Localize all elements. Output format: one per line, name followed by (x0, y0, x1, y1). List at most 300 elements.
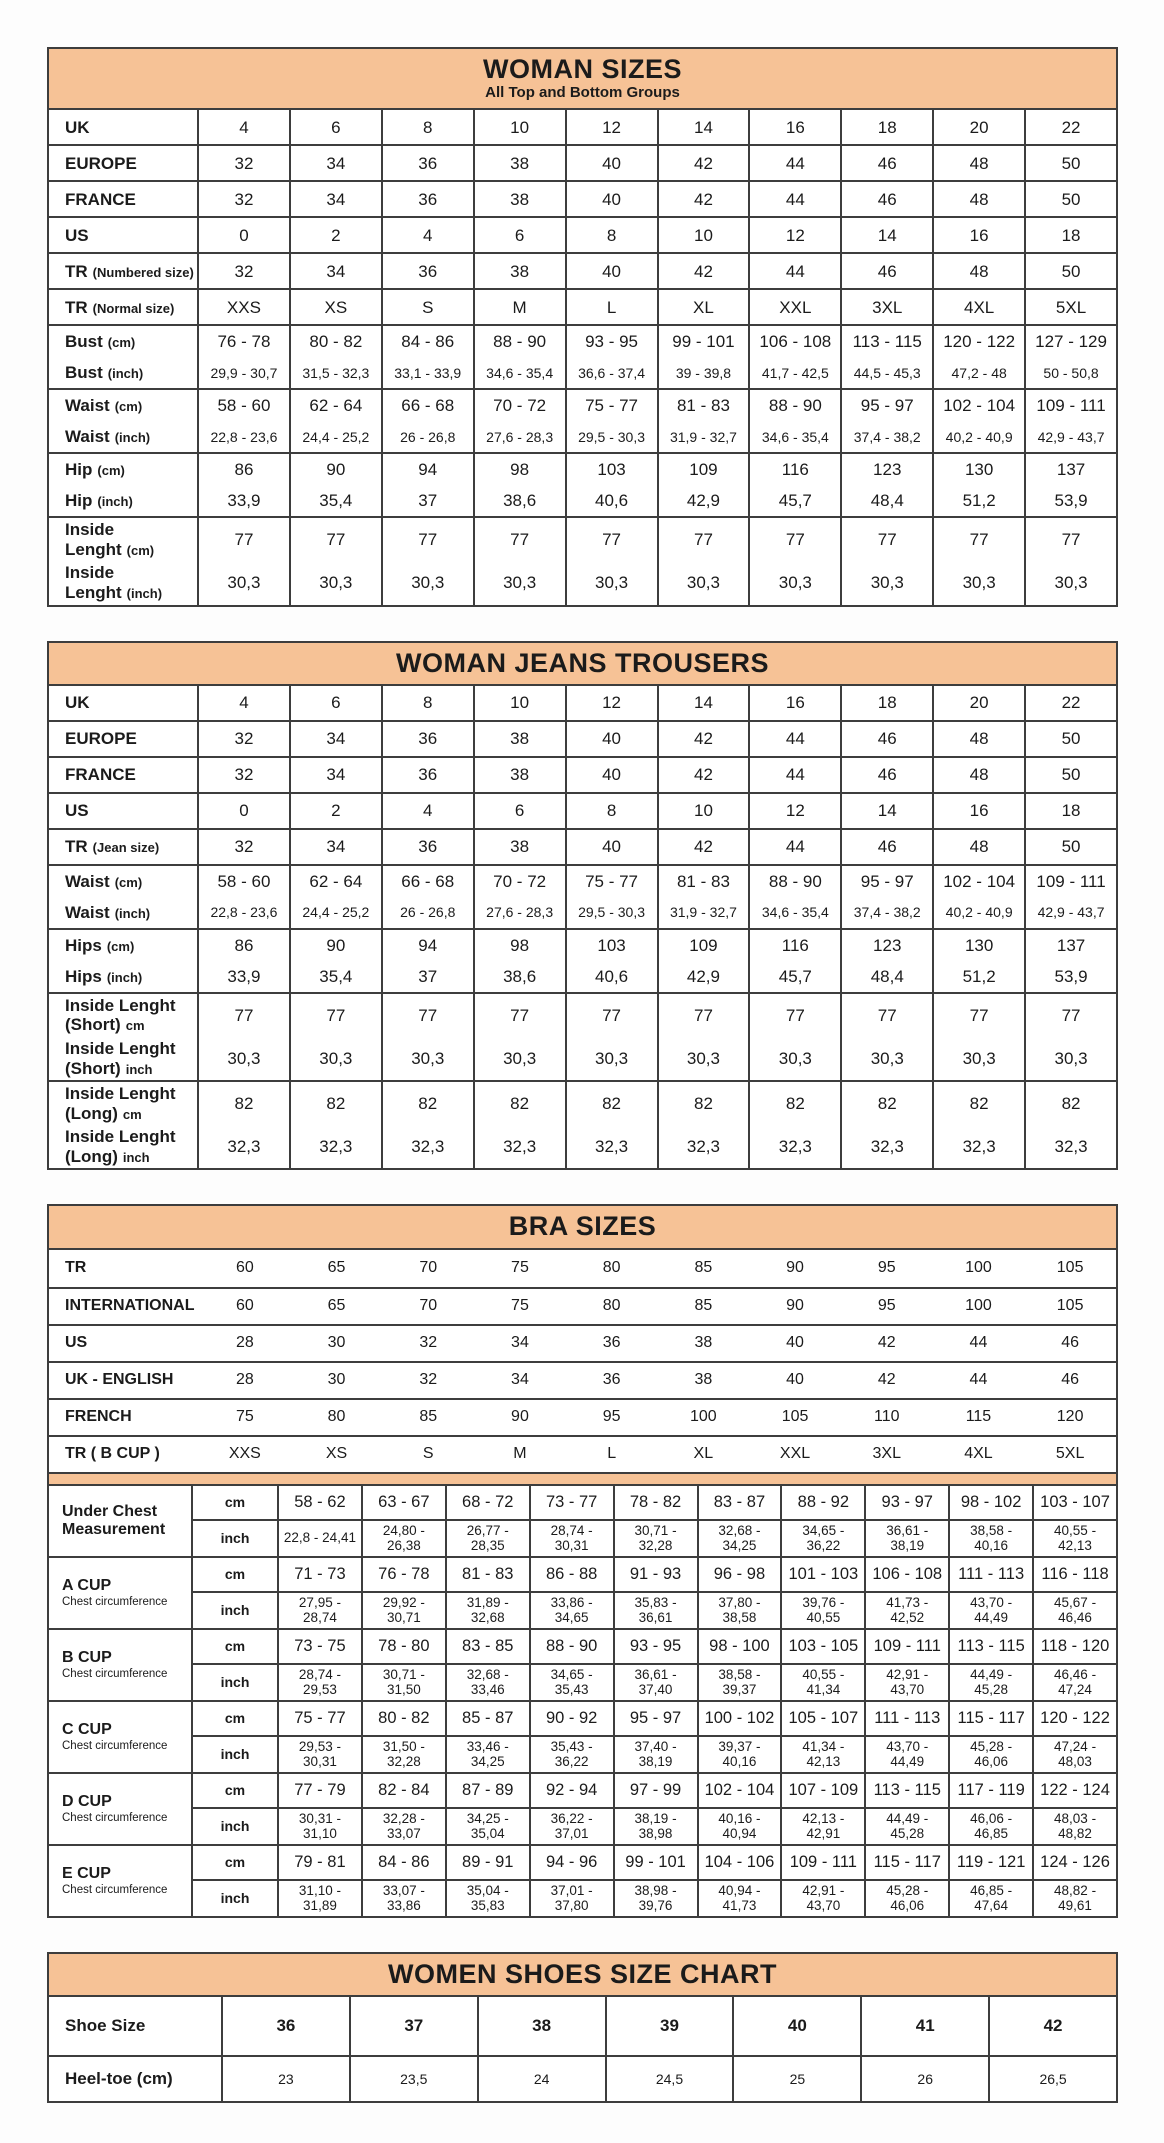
size-value: 90 (786, 1296, 804, 1314)
size-value: 22 (1024, 686, 1116, 720)
size-value: 26 - 26,8 (381, 897, 473, 928)
size-value: 107 - 109 (780, 1774, 864, 1807)
size-value: 32 (197, 146, 289, 180)
size-value: 30,3 (840, 561, 932, 604)
size-value: 41,73 - 42,52 (864, 1593, 948, 1628)
size-value: 22,8 - 23,6 (197, 421, 289, 452)
size-value: S (381, 290, 473, 324)
size-value: 77 (289, 994, 381, 1037)
size-value: 30,3 (932, 1037, 1024, 1080)
size-value: 123 (840, 930, 932, 961)
size-value: 5XL (1055, 1444, 1085, 1462)
size-value: 77 (1024, 518, 1116, 561)
woman-sizes-table (47, 47, 1118, 607)
cup-label (49, 1702, 191, 1772)
size-value: 33,1 - 33,9 (381, 357, 473, 388)
row-group (49, 792, 1116, 828)
unit-label: inch (191, 1737, 277, 1772)
size-value: 38 (473, 830, 565, 864)
size-value: 77 (657, 518, 749, 561)
size-value: 39,37 - 40,16 (697, 1737, 781, 1772)
size-value: 42 (877, 1333, 896, 1351)
size-value: 40,2 - 40,9 (932, 421, 1024, 452)
size-value: 77 (197, 994, 289, 1037)
size-value: 32,3 (565, 1125, 657, 1168)
size-value: 32,3 (473, 1125, 565, 1168)
size-value: 40,6 (565, 961, 657, 992)
size-value: 8 (381, 110, 473, 144)
row-label (49, 835, 197, 859)
size-value: 102 - 104 (932, 866, 1024, 897)
size-value: 77 (381, 994, 473, 1037)
size-value: 30,3 (197, 1037, 289, 1080)
size-value: 47,24 - 48,03 (1032, 1737, 1116, 1772)
table-row (191, 1846, 1116, 1879)
size-value: 82 (197, 1082, 289, 1125)
size-value: 30,3 (1024, 561, 1116, 604)
size-value: 32,68 - 33,46 (445, 1665, 529, 1700)
cup-rows (191, 1486, 1116, 1556)
table-row (191, 1591, 1116, 1628)
size-value: 40 (786, 1333, 804, 1351)
size-value: 27,6 - 28,3 (473, 421, 565, 452)
size-value: 36 (381, 722, 473, 756)
size-value: 95 (877, 1258, 896, 1276)
size-value: 6 (289, 110, 381, 144)
size-value: 42,9 - 43,7 (1024, 421, 1116, 452)
size-value: 50 (1024, 146, 1116, 180)
size-value: 79 - 81 (277, 1846, 361, 1879)
size-value: 40 (786, 1370, 804, 1388)
row-label-text: Hip (65, 491, 93, 511)
size-value: 90 (511, 1407, 529, 1425)
size-value: 95 (877, 1296, 896, 1314)
size-value: 99 - 101 (613, 1846, 697, 1879)
size-value: 137 (1024, 930, 1116, 961)
row-label (49, 901, 197, 925)
row-group (49, 388, 1116, 452)
size-value: 32,3 (197, 1125, 289, 1168)
row-group (49, 1997, 1116, 2055)
size-value: 30 (327, 1370, 346, 1388)
size-value: 110 (873, 1407, 900, 1425)
size-value: 93 - 97 (864, 1486, 948, 1519)
row-group (49, 828, 1116, 864)
size-value: 8 (565, 218, 657, 252)
size-value: 34 (289, 146, 381, 180)
size-value: 30,3 (473, 1037, 565, 1080)
size-value: 77 (565, 994, 657, 1037)
cup-label (49, 1846, 191, 1916)
size-value: 105 (781, 1407, 809, 1425)
row-label-text: Bust (65, 332, 103, 352)
size-value: 14 (840, 794, 932, 828)
size-value: 80 (327, 1407, 346, 1425)
row-label-text: Inside Lenght (65, 520, 122, 559)
table-title-bar (49, 1954, 1116, 1997)
size-value: 44 (748, 830, 840, 864)
row-label-unit: inch (125, 1061, 153, 1077)
size-value: 30,3 (197, 561, 289, 604)
row-label-unit: (cm) (97, 463, 125, 479)
row-label-unit: (cm) (106, 938, 135, 954)
size-value: 46 (840, 146, 932, 180)
cup-group (49, 1486, 1116, 1556)
table-title: BRA SIZES (508, 1211, 657, 1242)
size-value: 36 (381, 182, 473, 216)
size-value: XXS (197, 290, 289, 324)
table-row (49, 1435, 1116, 1472)
size-value: 82 (932, 1082, 1024, 1125)
size-value: 103 - 107 (1032, 1486, 1116, 1519)
table-row (49, 110, 1116, 144)
size-value: 29,5 - 30,3 (565, 421, 657, 452)
women-shoes-body (49, 1997, 1116, 2101)
table-row (191, 1774, 1116, 1807)
size-value: 46 (840, 830, 932, 864)
size-value: 124 - 126 (1032, 1846, 1116, 1879)
size-value: 44,49 - 45,28 (948, 1665, 1032, 1700)
size-value: 36 (602, 1333, 621, 1351)
row-label-unit: (cm) (126, 542, 155, 558)
row-label-text: Hips (65, 966, 102, 986)
size-value: 37,80 - 38,58 (697, 1593, 781, 1628)
size-value: 34 (511, 1333, 529, 1351)
cup-group (49, 1556, 1116, 1628)
size-value: 123 (840, 454, 932, 485)
table-row (49, 485, 1116, 516)
size-value: 37 (381, 485, 473, 516)
table-row (49, 2057, 1116, 2101)
cup-name: Under Chest Measurement (62, 1502, 166, 1538)
size-value: 6 (473, 218, 565, 252)
row-label-unit: cm (125, 1018, 145, 1034)
section-separator (49, 1472, 1116, 1486)
size-value: 116 - 118 (1032, 1558, 1116, 1591)
table-row (49, 290, 1116, 324)
size-value: 36,61 - 37,40 (613, 1665, 697, 1700)
table-row (191, 1486, 1116, 1519)
size-value: 120 (1056, 1407, 1084, 1425)
size-value: 42 (657, 758, 749, 792)
size-value: 37,01 - 37,80 (529, 1881, 613, 1916)
size-value: 16 (748, 686, 840, 720)
size-value: 31,9 - 32,7 (657, 897, 749, 928)
row-label-unit: (cm) (107, 335, 136, 351)
size-value: 73 - 77 (529, 1486, 613, 1519)
size-value: 62 - 64 (289, 866, 381, 897)
row-label-text: Inside Lenght (Short) (65, 1038, 176, 1078)
size-value: 51,2 (932, 485, 1024, 516)
size-value: 4 (381, 218, 473, 252)
size-value: 85 (694, 1296, 713, 1314)
table-row (49, 1398, 1116, 1435)
size-value: 93 - 95 (613, 1630, 697, 1663)
row-label-text: Inside Lenght (Long) (65, 1127, 176, 1166)
size-value: 38 (694, 1370, 713, 1388)
size-value: 33,9 (197, 961, 289, 992)
size-value: 48 (932, 146, 1024, 180)
size-value: XL (657, 290, 749, 324)
size-value: 35,04 - 35,83 (445, 1881, 529, 1916)
size-value: 33,07 - 33,86 (361, 1881, 445, 1916)
size-value: XL (693, 1444, 714, 1462)
size-value: 29,92 - 30,71 (361, 1593, 445, 1628)
size-value: 101 - 103 (780, 1558, 864, 1591)
row-label-text: EUROPE (65, 729, 137, 749)
table-row (49, 1082, 1116, 1125)
size-value: 31,5 - 32,3 (289, 357, 381, 388)
row-label-unit: (inch) (114, 430, 151, 446)
row-label (49, 116, 197, 140)
size-value: 25 (732, 2057, 860, 2101)
size-value: 48,4 (840, 485, 932, 516)
cup-rows (191, 1846, 1116, 1916)
size-value: 30,3 (748, 1037, 840, 1080)
size-value: 106 - 108 (748, 326, 840, 357)
size-value: 38,58 - 40,16 (948, 1521, 1032, 1556)
size-value: XXL (779, 1444, 811, 1462)
size-value: 18 (840, 686, 932, 720)
size-value: 109 - 111 (864, 1630, 948, 1663)
size-value: 80 (602, 1296, 621, 1314)
row-label-text: TR (65, 261, 88, 281)
size-value: 116 (748, 930, 840, 961)
size-value: 34 (289, 254, 381, 288)
size-value: 77 (932, 994, 1024, 1037)
row-group (49, 928, 1116, 992)
size-value: 32 (419, 1370, 438, 1388)
table-row (49, 254, 1116, 288)
table-row (49, 961, 1116, 992)
cup-group (49, 1700, 1116, 1772)
unit-label: inch (191, 1521, 277, 1556)
size-value: 48 (932, 830, 1024, 864)
size-value: 8 (381, 686, 473, 720)
size-value: 95 (602, 1407, 621, 1425)
cup-sublabel: Chest circumference (62, 1812, 168, 1825)
size-value: 30,31 - 31,10 (277, 1809, 361, 1844)
table-row (49, 561, 1116, 604)
size-value: 4 (197, 686, 289, 720)
table-row (49, 1361, 1116, 1398)
size-value: 22 (1024, 110, 1116, 144)
size-value: 43,70 - 44,49 (948, 1593, 1032, 1628)
table-row (49, 897, 1116, 928)
row-label-text: Hips (65, 935, 102, 955)
size-value: 58 - 62 (277, 1486, 361, 1519)
size-value: 53,9 (1024, 485, 1116, 516)
size-value: 86 (197, 930, 289, 961)
size-value: 48,4 (840, 961, 932, 992)
cup-rows (191, 1558, 1116, 1628)
size-value: 62 - 64 (289, 390, 381, 421)
cup-sublabel: Chest circumference (62, 1740, 168, 1753)
size-value: 116 (748, 454, 840, 485)
size-value: 102 - 104 (932, 390, 1024, 421)
size-value: 48,82 - 49,61 (1032, 1881, 1116, 1916)
size-value: 82 (840, 1082, 932, 1125)
size-value: 18 (840, 110, 932, 144)
size-value: 85 - 87 (445, 1702, 529, 1735)
size-value: 10 (657, 794, 749, 828)
size-value: 77 (473, 994, 565, 1037)
size-value: 40 (565, 254, 657, 288)
size-value: 100 (689, 1407, 717, 1425)
size-value: 31,50 - 32,28 (361, 1737, 445, 1772)
cup-rows (191, 1702, 1116, 1772)
row-group (49, 324, 1116, 388)
size-value: 98 - 102 (948, 1486, 1032, 1519)
table-row (191, 1519, 1116, 1556)
size-value: S (422, 1444, 434, 1462)
size-value: 53,9 (1024, 961, 1116, 992)
row-label (49, 296, 197, 320)
size-value: 34,25 - 35,04 (445, 1809, 529, 1844)
size-value: 117 - 119 (948, 1774, 1032, 1807)
size-value: 82 (565, 1082, 657, 1125)
size-value: 46 (840, 182, 932, 216)
size-value: 23,5 (349, 2057, 477, 2101)
size-value: 44 (748, 182, 840, 216)
size-value: 50 (1024, 182, 1116, 216)
size-value: 37 (349, 1997, 477, 2055)
size-value: 66 - 68 (381, 390, 473, 421)
woman-sizes-body (49, 110, 1116, 604)
size-value: 46,06 - 46,85 (948, 1809, 1032, 1844)
size-value: 34,6 - 35,4 (748, 897, 840, 928)
table-row (49, 930, 1116, 961)
size-value: 32,3 (657, 1125, 749, 1168)
row-label (49, 1037, 197, 1080)
size-value: 58 - 60 (197, 390, 289, 421)
row-label (49, 965, 197, 989)
row-label (49, 691, 197, 715)
table-row (49, 866, 1116, 897)
row-group (49, 686, 1116, 720)
size-value: 38 (473, 182, 565, 216)
size-value: 81 - 83 (445, 1558, 529, 1591)
row-label (49, 799, 197, 823)
row-label-text: Shoe Size (65, 2016, 146, 2036)
size-value: 40,6 (565, 485, 657, 516)
row-label-text: US (65, 801, 89, 821)
size-value: 109 (657, 930, 749, 961)
table-row (49, 1324, 1116, 1361)
size-value: 8 (565, 794, 657, 828)
table-row (191, 1663, 1116, 1700)
size-value: 32,3 (289, 1125, 381, 1168)
size-value: 34 (289, 758, 381, 792)
table-row (49, 1037, 1116, 1080)
size-value: 103 (565, 930, 657, 961)
size-value: 94 - 96 (529, 1846, 613, 1879)
size-value: 82 - 84 (361, 1774, 445, 1807)
unit-label: cm (191, 1558, 277, 1591)
row-group (49, 516, 1116, 604)
row-label-text: US (65, 225, 89, 245)
size-value: 77 (840, 994, 932, 1037)
row-label: US (65, 1333, 88, 1351)
row-label-text: Waist (65, 902, 110, 922)
size-value: 75 (511, 1258, 529, 1276)
size-value: 12 (748, 794, 840, 828)
table-row (49, 722, 1116, 756)
size-value: 91 - 93 (613, 1558, 697, 1591)
size-value: 85 (694, 1258, 713, 1276)
woman-jeans-trousers-body (49, 686, 1116, 1168)
size-value: 29,5 - 30,3 (565, 897, 657, 928)
size-value: 24,4 - 25,2 (289, 897, 381, 928)
size-value: 103 - 105 (780, 1630, 864, 1663)
row-label (49, 330, 197, 354)
size-value: 4 (381, 794, 473, 828)
size-value: 16 (748, 110, 840, 144)
cup-name: C CUP (62, 1721, 112, 1739)
size-value: 70 - 72 (473, 390, 565, 421)
size-value: 38,6 (473, 961, 565, 992)
size-value: 32 (419, 1333, 438, 1351)
size-value: 46,46 - 47,24 (1032, 1665, 1116, 1700)
size-value: 98 - 100 (697, 1630, 781, 1663)
size-value: 48 (932, 182, 1024, 216)
size-value: 82 (473, 1082, 565, 1125)
size-value: 82 (748, 1082, 840, 1125)
size-value: 34 (289, 722, 381, 756)
size-value: 29,53 - 30,31 (277, 1737, 361, 1772)
size-value: 34,65 - 36,22 (780, 1521, 864, 1556)
row-label: INTERNATIONAL (65, 1296, 195, 1314)
size-value: 120 - 122 (932, 326, 1024, 357)
size-value: 50 (1024, 722, 1116, 756)
row-label (49, 152, 197, 176)
size-value: 45,28 - 46,06 (864, 1881, 948, 1916)
size-value: 3XL (840, 290, 932, 324)
size-value: 40,2 - 40,9 (932, 897, 1024, 928)
row-group (49, 144, 1116, 180)
row-label (49, 361, 197, 385)
size-value: 32 (197, 758, 289, 792)
size-value: 35,83 - 36,61 (613, 1593, 697, 1628)
size-value: M (473, 290, 565, 324)
size-value: 41,34 - 42,13 (780, 1737, 864, 1772)
row-group (49, 992, 1116, 1080)
size-value: 115 - 117 (864, 1846, 948, 1879)
size-value: 30,3 (473, 561, 565, 604)
size-value: 4XL (932, 290, 1024, 324)
size-value: 38,6 (473, 485, 565, 516)
row-group (49, 452, 1116, 516)
size-value: L (607, 1444, 617, 1462)
row-label (49, 224, 197, 248)
size-value: 50 - 50,8 (1024, 357, 1116, 388)
size-value: 27,6 - 28,3 (473, 897, 565, 928)
row-label: FRENCH (65, 1407, 132, 1425)
size-value: 30,3 (289, 561, 381, 604)
size-value: 30,3 (381, 561, 473, 604)
size-value: 81 - 83 (657, 390, 749, 421)
table-row (49, 794, 1116, 828)
size-value: 35,4 (289, 485, 381, 516)
size-value: 100 - 102 (697, 1702, 781, 1735)
size-value: 42,9 (657, 485, 749, 516)
women-shoes-table (47, 1952, 1118, 2103)
size-value: 20 (932, 110, 1024, 144)
table-row (191, 1807, 1116, 1844)
size-value: 113 - 115 (864, 1774, 948, 1807)
table-row (49, 994, 1116, 1037)
row-label-unit: inch (122, 1149, 150, 1165)
